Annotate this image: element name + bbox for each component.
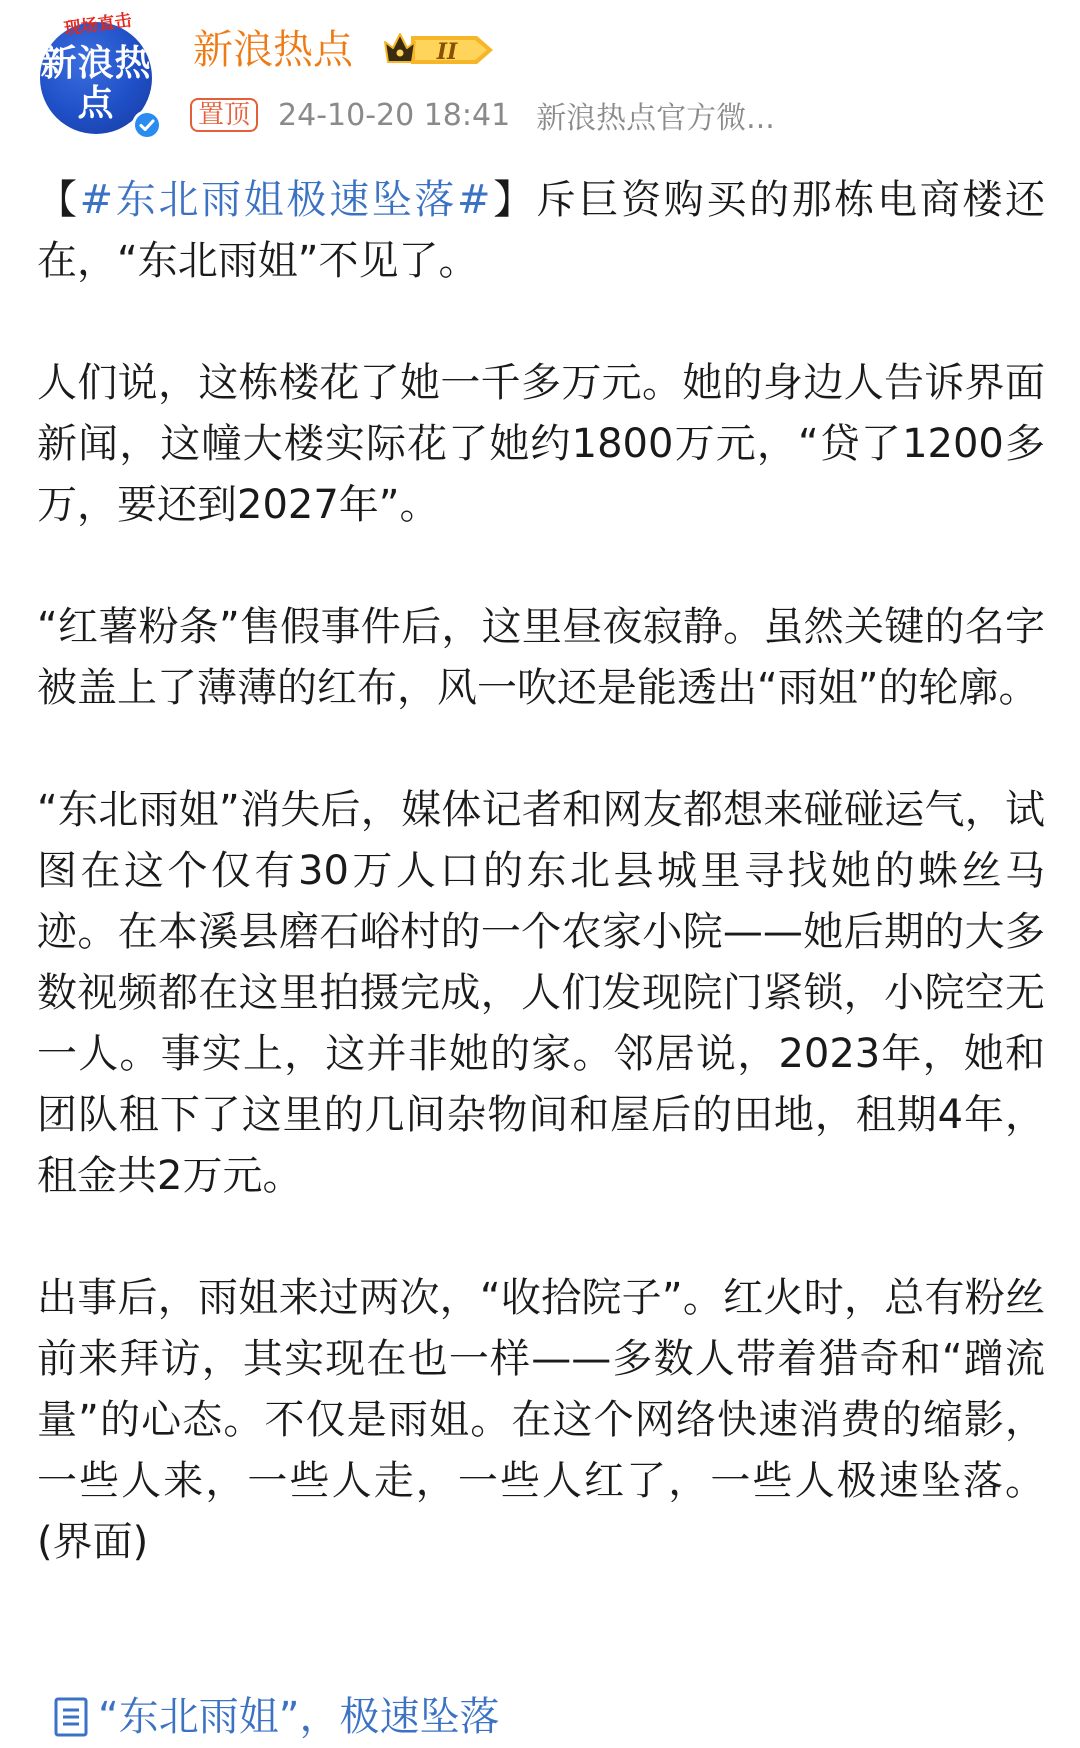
paragraph-2: 人们说，这栋楼花了她一千多万元。她的身边人告诉界面新闻，这幢大楼实际花了她约1800万元，“贷了1200多万，要还到2027年”。 <box>37 360 1045 528</box>
paragraph-4: “东北雨姐”消失后，媒体记者和网友都想来碰碰运气，试图在这个仅有30万人口的东北县城里寻找她的蛛丝马迹。在本溪县磨石峪村的一个农家小院——她后期的大多数视频都在这里拍摄完成，人们发现院门紧锁，小院空无一人。事实上，这并非她的家。邻居说，2023年，她和团队租下了这里的几间杂物间和屋后的田地，租期4年，租金共2万元。 <box>37 787 1045 1199</box>
post-content <box>37 170 1045 1573</box>
avatar-ribbon-text: 现场直击 <box>62 10 134 40</box>
bracket-close: 】 <box>490 177 536 223</box>
topic-hashtag-link[interactable]: #东北雨姐极速坠落# <box>79 177 491 223</box>
author-avatar[interactable] <box>36 10 160 134</box>
article-link[interactable] <box>54 1690 499 1744</box>
paragraph-5: 出事后，雨姐来过两次，“收拾院子”。红火时，总有粉丝前来拜访，其实现在也一样——多数人带着猎奇和“蹭流量”的心态。不仅是雨姐。在这个网络快速消费的缩影，一些人来，一些人走，一些人红了，一些人极速坠落。(界面) <box>37 1275 1045 1565</box>
post-header <box>0 0 1080 150</box>
paragraph-3: “红薯粉条”售假事件后，这里昼夜寂静。虽然关键的名字被盖上了薄薄的红布，风一吹还是能透出“雨姐”的轮廓。 <box>37 604 1045 711</box>
post-time: 24-10-20 18:41 <box>278 97 511 133</box>
article-document-icon <box>54 1697 88 1737</box>
paragraph-1 <box>37 170 1045 292</box>
author-name[interactable]: 新浪热点 <box>193 27 353 73</box>
post-meta <box>190 92 775 138</box>
crown-vip-icon[interactable] <box>381 28 499 72</box>
vip-level-text: II <box>436 39 458 65</box>
verified-check-icon <box>132 110 162 140</box>
bracket-open: 【 <box>37 177 80 223</box>
pinned-badge: 置顶 <box>190 98 258 132</box>
post-source[interactable]: 新浪热点官方微... <box>536 101 775 136</box>
paragraph-1-text: 斥巨资购买的那栋电商楼还在，“东北雨姐”不见了。 <box>37 177 1046 284</box>
avatar-logo-text: 新浪热点 <box>40 43 152 124</box>
article-link-text[interactable]: “东北雨姐”，极速坠落 <box>98 1694 500 1740</box>
